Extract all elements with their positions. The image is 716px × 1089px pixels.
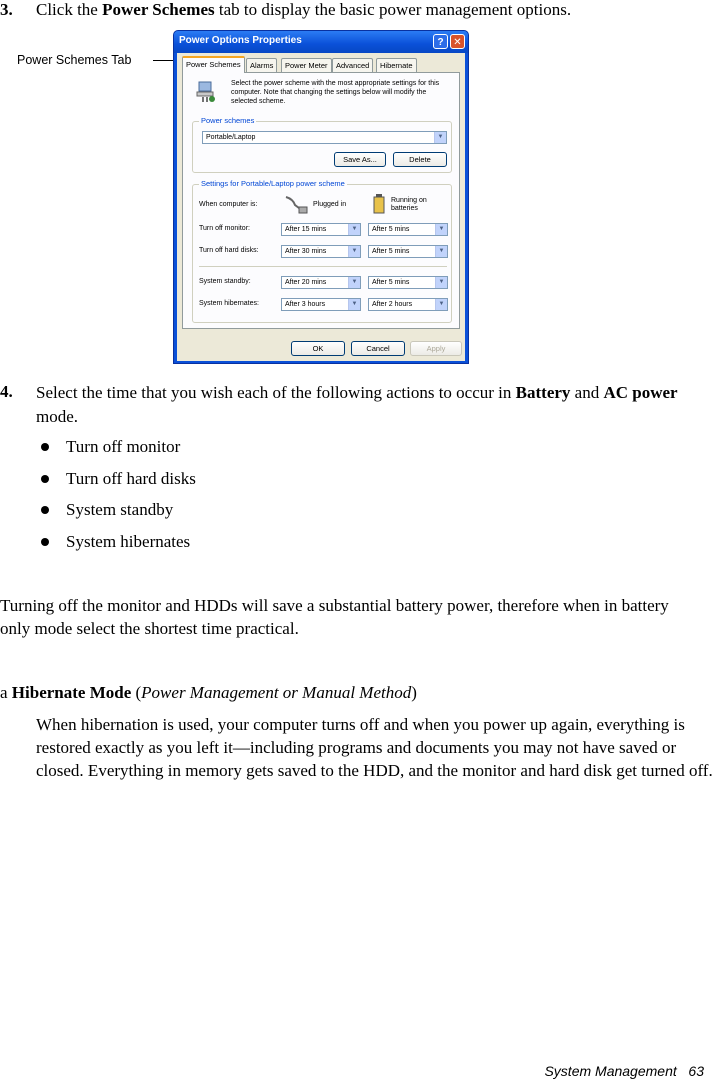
list-item: Turn off monitor <box>36 436 196 468</box>
power-schemes-panel <box>182 72 460 329</box>
power-scheme-select[interactable]: Portable/Laptop ▼ <box>202 131 447 144</box>
when-computer-is-label: When computer is: <box>199 201 258 208</box>
settings-separator <box>199 266 447 267</box>
chevron-down-icon: ▼ <box>434 132 446 143</box>
title-bar <box>174 31 468 53</box>
hdd-battery-select[interactable]: After 5 mins ▼ <box>368 245 448 258</box>
step-number: 3. <box>0 0 13 19</box>
chevron-down-icon: ▼ <box>435 299 447 310</box>
scheme-settings-group-label: Settings for Portable/Laptop power scheme <box>201 179 345 188</box>
power-options-dialog <box>173 30 469 364</box>
step-text: Select the time that you wish each of the following actions to occur in Battery and AC power mode. <box>36 383 678 426</box>
step-text: Click the Power Schemes tab to display the basic power management options. <box>36 0 572 19</box>
hibernate-body: When hibernation is used, your computer turns off and when you power up again, everything is restored exactly as you left it—including programs and documents you may not have saved or closed. Everything in memory gets saved to the HDD, and the monitor and hard disk get turned off. <box>36 715 713 780</box>
battery-icon <box>373 194 385 214</box>
tab-power-schemes[interactable]: Power Schemes <box>182 56 245 73</box>
dialog-title: Power Options Properties <box>179 35 302 46</box>
bullet-icon <box>41 475 49 483</box>
callout-label: Power Schemes Tab <box>17 53 132 67</box>
help-button[interactable]: ? <box>433 34 448 49</box>
ok-button[interactable]: OK <box>291 341 345 356</box>
turn-off-monitor-label: Turn off monitor: <box>199 225 250 232</box>
list-item: System standby <box>36 499 196 531</box>
delete-button[interactable]: Delete <box>393 152 447 167</box>
save-as-button[interactable]: Save As... <box>334 152 386 167</box>
apply-button[interactable]: Apply <box>410 341 462 356</box>
tab-hibernate[interactable]: Hibernate <box>376 58 417 72</box>
monitor-plugged-select[interactable]: After 15 mins ▼ <box>281 223 361 236</box>
hibernate-plugged-select[interactable]: After 3 hours ▼ <box>281 298 361 311</box>
power-schemes-group <box>192 116 452 173</box>
plug-icon <box>283 193 309 215</box>
tab-power-meter[interactable]: Power Meter <box>281 58 332 72</box>
standby-plugged-select[interactable]: After 20 mins ▼ <box>281 276 361 289</box>
chevron-down-icon: ▼ <box>348 277 360 288</box>
chevron-down-icon: ▼ <box>435 277 447 288</box>
cancel-button[interactable]: Cancel <box>351 341 405 356</box>
step-number: 4. <box>0 382 13 401</box>
dialog-client <box>177 53 465 361</box>
chevron-down-icon: ▼ <box>435 246 447 257</box>
hdd-plugged-select[interactable]: After 30 mins ▼ <box>281 245 361 258</box>
standby-battery-select[interactable]: After 5 mins ▼ <box>368 276 448 289</box>
system-standby-label: System standby: <box>199 278 251 285</box>
hibernate-battery-select[interactable]: After 2 hours ▼ <box>368 298 448 311</box>
power-options-icon <box>195 80 217 104</box>
plugged-in-label: Plugged in <box>313 201 347 208</box>
chevron-down-icon: ▼ <box>348 299 360 310</box>
bullet-icon <box>41 506 49 514</box>
turn-off-hard-disks-label: Turn off hard disks: <box>199 247 259 254</box>
chevron-down-icon: ▼ <box>348 246 360 257</box>
battery-advice-paragraph: Turning off the monitor and HDDs will save a substantial battery power, therefore when in battery only mode select the shortest time practical. <box>0 596 669 638</box>
chevron-down-icon: ▼ <box>435 224 447 235</box>
list-item: Turn off hard disks <box>36 468 196 500</box>
hibernate-heading: a Hibernate Mode (Power Management or Manual Method) <box>0 683 417 702</box>
bullet-list <box>36 436 196 562</box>
list-item: System hibernates <box>36 531 196 563</box>
system-hibernates-label: System hibernates: <box>199 300 259 307</box>
tab-advanced[interactable]: Advanced <box>332 58 373 72</box>
monitor-battery-select[interactable]: After 5 mins ▼ <box>368 223 448 236</box>
panel-description: Select the power scheme with the most appropriate settings for this computer. Note that changing the settings below will modify the selected scheme. <box>231 80 440 105</box>
tab-alarms[interactable]: Alarms <box>246 58 277 72</box>
bullet-icon <box>41 538 49 546</box>
power-schemes-group-label: Power schemes <box>201 116 255 125</box>
chevron-down-icon: ▼ <box>348 224 360 235</box>
bullet-icon <box>41 443 49 451</box>
running-on-batteries-label: Running on batteries <box>391 197 427 212</box>
close-button[interactable]: ✕ <box>450 34 465 49</box>
page-footer: System Management 63 <box>544 1063 704 1079</box>
